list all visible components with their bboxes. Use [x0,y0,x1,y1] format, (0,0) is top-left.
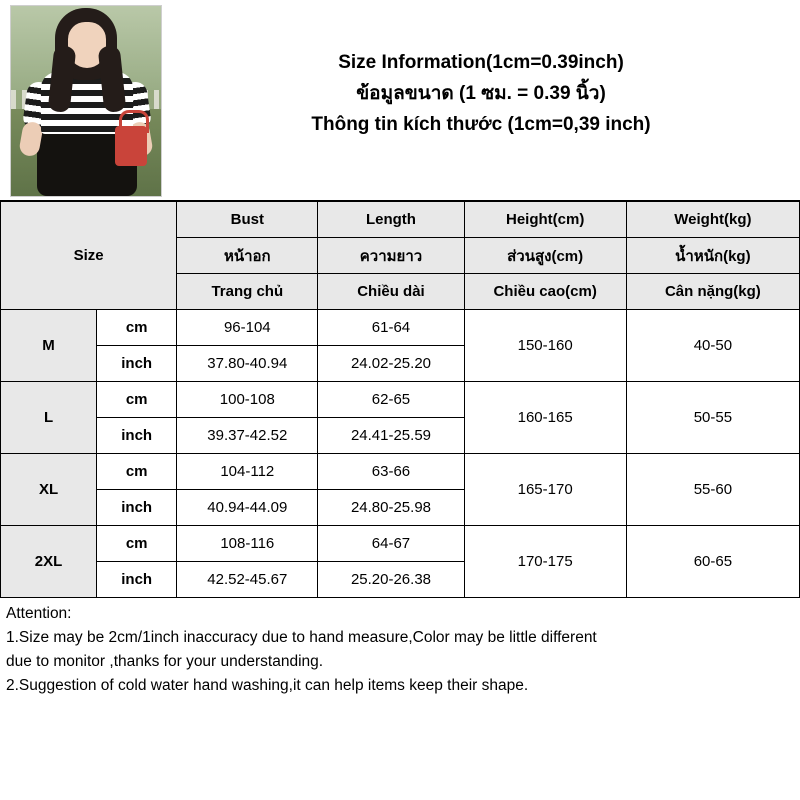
row-unit-cm: cm [97,310,177,346]
table-row [1,310,800,346]
row-weight: 60-65 [626,526,799,598]
table-row [1,454,800,490]
row-bust-inch: 37.80-40.94 [177,346,318,382]
row-bust-cm: 104-112 [177,454,318,490]
row-unit-cm: cm [97,526,177,562]
size-table [0,201,800,598]
row-size-label: XL [1,454,97,526]
row-length-cm: 63-66 [318,454,464,490]
row-height: 170-175 [464,526,626,598]
header-weight-en: Weight(kg) [626,202,799,238]
row-weight: 50-55 [626,382,799,454]
header-band [0,0,800,201]
row-bust-cm: 96-104 [177,310,318,346]
row-unit-inch: inch [97,490,177,526]
header-height-en: Height(cm) [464,202,626,238]
table-row [1,382,800,418]
row-bust-inch: 39.37-42.52 [177,418,318,454]
row-bust-cm: 100-108 [177,382,318,418]
row-height: 160-165 [464,382,626,454]
row-unit-inch: inch [97,346,177,382]
header-bust-en: Bust [177,202,318,238]
attention-line-2: due to monitor ,thanks for your understanding. [6,653,324,670]
product-photo [10,5,162,197]
header-size-cell: Size [1,202,177,310]
header-length-th: ความยาว [318,238,464,274]
header-weight-vi: Cân nặng(kg) [626,274,799,310]
row-length-cm: 64-67 [318,526,464,562]
row-size-label: 2XL [1,526,97,598]
row-unit-cm: cm [97,382,177,418]
row-bust-inch: 40.94-44.09 [177,490,318,526]
attention-block [0,598,800,698]
header-height-vi: Chiều cao(cm) [464,274,626,310]
header-length-en: Length [318,202,464,238]
row-height: 150-160 [464,310,626,382]
header-bust-vi: Trang chủ [177,274,318,310]
row-unit-inch: inch [97,562,177,598]
row-bust-cm: 108-116 [177,526,318,562]
header-bust-th: หน้าอก [177,238,318,274]
attention-line-1: 1.Size may be 2cm/1inch inaccuracy due to hand measure,Color may be little different [6,629,597,646]
title-line-th: ข้อมูลขนาด (1 ซม. = 0.39 นิ้ว) [356,82,606,104]
title-block [162,0,800,200]
title-line-vi: Thông tin kích thước (1cm=0,39 inch) [311,113,651,135]
header-height-th: ส่วนสูง(cm) [464,238,626,274]
attention-line-3: 2.Suggestion of cold water hand washing,it can help items keep their shape. [6,677,529,694]
row-length-cm: 61-64 [318,310,464,346]
header-length-vi: Chiều dài [318,274,464,310]
row-size-label: M [1,310,97,382]
row-length-inch: 24.02-25.20 [318,346,464,382]
row-bust-inch: 42.52-45.67 [177,562,318,598]
row-size-label: L [1,382,97,454]
photo-handbag [115,126,147,166]
row-length-inch: 24.41-25.59 [318,418,464,454]
row-length-cm: 62-65 [318,382,464,418]
row-length-inch: 24.80-25.98 [318,490,464,526]
row-height: 165-170 [464,454,626,526]
header-weight-th: น้ำหนัก(kg) [626,238,799,274]
table-header-row-en [1,202,800,238]
row-weight: 40-50 [626,310,799,382]
row-length-inch: 25.20-26.38 [318,562,464,598]
table-row [1,526,800,562]
row-weight: 55-60 [626,454,799,526]
title-line-en: Size Information(1cm=0.39inch) [338,51,624,73]
row-unit-cm: cm [97,454,177,490]
row-unit-inch: inch [97,418,177,454]
attention-heading: Attention: [6,605,72,622]
